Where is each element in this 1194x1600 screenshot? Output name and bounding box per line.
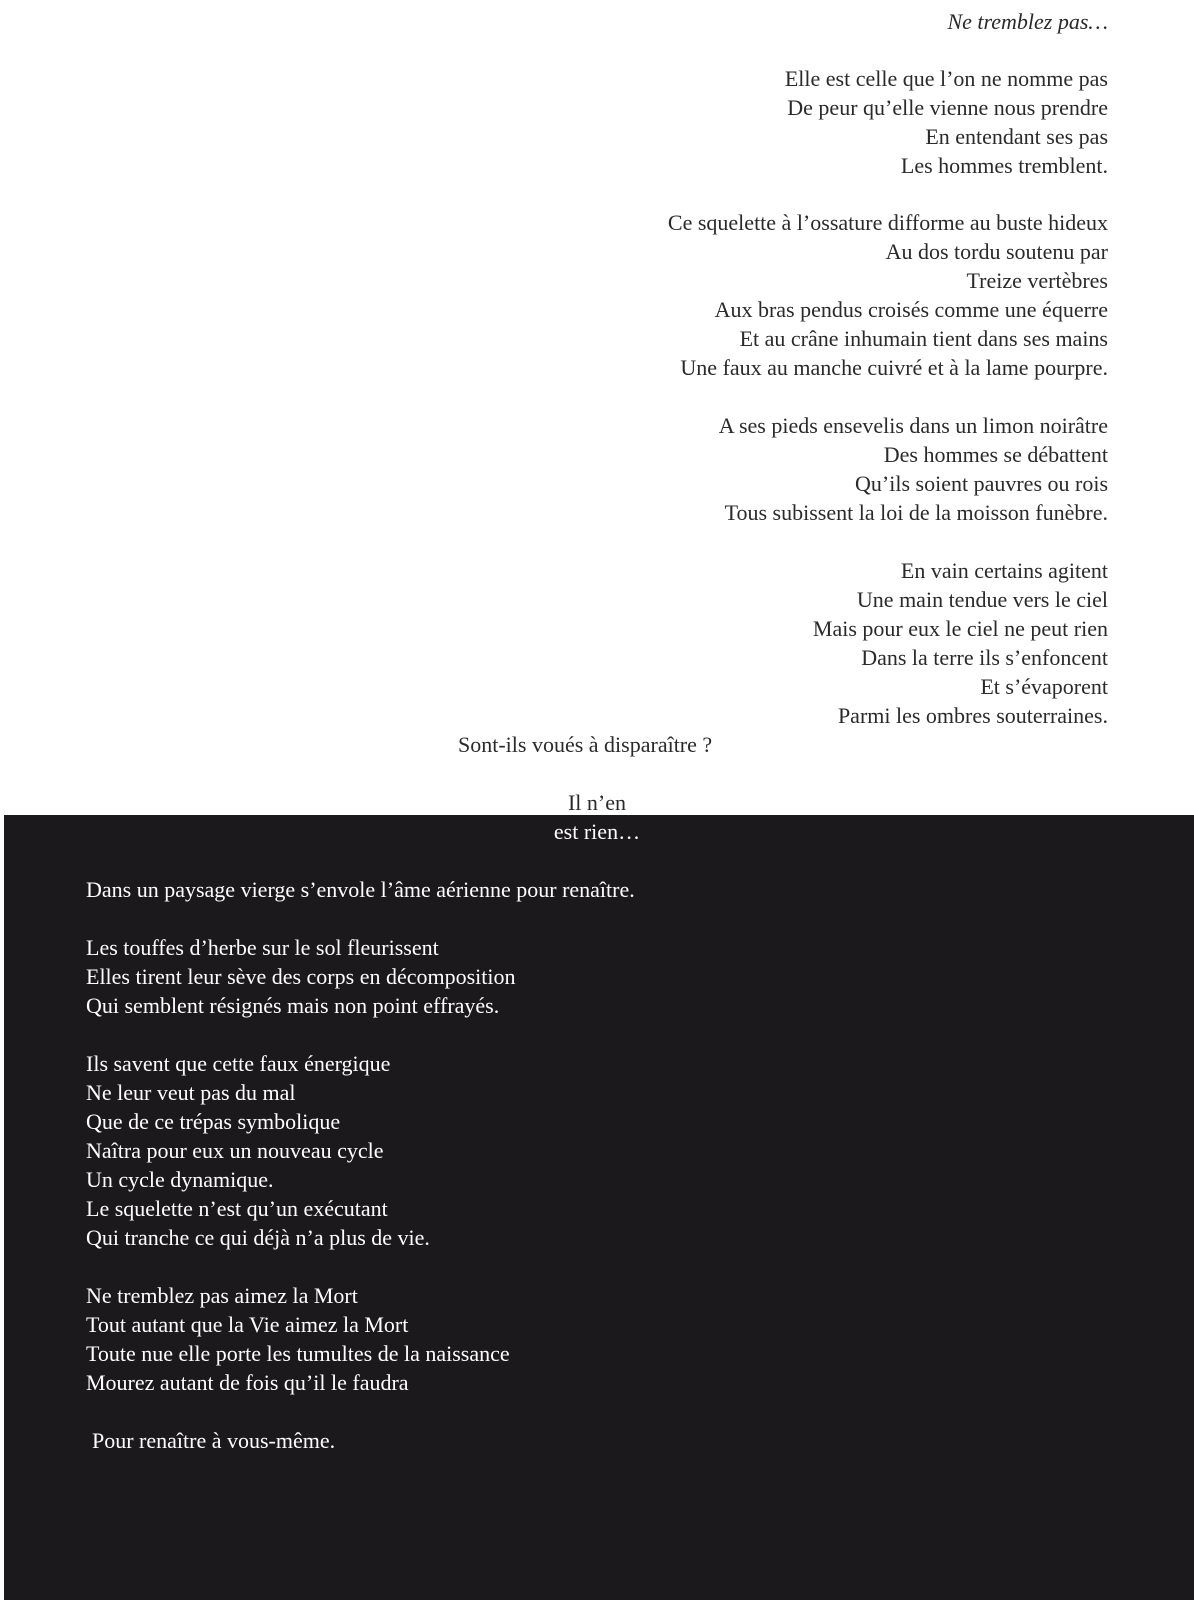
poem-closing-line: Pour renaître à vous-même. bbox=[92, 1428, 336, 1453]
poem-line: Au dos tordu soutenu par bbox=[885, 239, 1108, 264]
poem-line: Le squelette n’est qu’un exécutant bbox=[86, 1196, 388, 1221]
poem-line: Tous subissent la loi de la moisson funèbre. bbox=[724, 500, 1108, 525]
poem-question: Sont-ils voués à disparaître ? bbox=[458, 732, 713, 757]
poem-line: Une main tendue vers le ciel bbox=[856, 587, 1108, 612]
poem-line: Treize vertèbres bbox=[966, 268, 1108, 293]
poem-line: Une faux au manche cuivré et à la lame pourpre. bbox=[680, 355, 1108, 380]
poem-line: Ils savent que cette faux énergique bbox=[86, 1051, 391, 1076]
poem-line: Mourez autant de fois qu’il le faudra bbox=[86, 1370, 409, 1395]
poem-line: Naîtra pour eux un nouveau cycle bbox=[86, 1138, 384, 1163]
poem-line: En vain certains agitent bbox=[900, 558, 1108, 583]
poem-line: Et s’évaporent bbox=[980, 674, 1108, 699]
poem-line: Ce squelette à l’ossature difforme au buste hideux bbox=[667, 210, 1108, 235]
poem-line: Dans un paysage vierge s’envole l’âme aérienne pour renaître. bbox=[86, 877, 635, 902]
poem-line: Les hommes tremblent. bbox=[900, 153, 1108, 178]
poem-line: Ne leur veut pas du mal bbox=[86, 1080, 296, 1105]
poem-answer-line: Il n’en bbox=[567, 790, 627, 815]
poem-line: Elle est celle que l’on ne nomme pas bbox=[784, 66, 1108, 91]
poem-line: En entendant ses pas bbox=[925, 124, 1108, 149]
poem-line: Parmi les ombres souterraines. bbox=[837, 703, 1108, 728]
poem-line: Qui tranche ce qui déjà n’a plus de vie. bbox=[86, 1225, 430, 1250]
poem-line: A ses pieds ensevelis dans un limon noirâtre bbox=[718, 413, 1108, 438]
poem-line: Tout autant que la Vie aimez la Mort bbox=[86, 1312, 409, 1337]
poem-line: Ne tremblez pas aimez la Mort bbox=[86, 1283, 358, 1308]
poem-line: Les touffes d’herbe sur le sol fleurissent bbox=[86, 935, 439, 960]
poem-title: Ne tremblez pas… bbox=[947, 9, 1108, 34]
poem-line: Aux bras pendus croisés comme une équerre bbox=[714, 297, 1108, 322]
poem-answer-line: est rien… bbox=[553, 819, 641, 844]
poem-line: Mais pour eux le ciel ne peut rien bbox=[812, 616, 1108, 641]
poem-line: Toute nue elle porte les tumultes de la naissance bbox=[86, 1341, 510, 1366]
poem-line: Un cycle dynamique. bbox=[86, 1167, 274, 1192]
poem-line: Et au crâne inhumain tient dans ses mains bbox=[739, 326, 1108, 351]
poem-line: De peur qu’elle vienne nous prendre bbox=[787, 95, 1108, 120]
poem-line: Qu’ils soient pauvres ou rois bbox=[855, 471, 1108, 496]
poem-line: Qui semblent résignés mais non point effrayés. bbox=[86, 993, 500, 1018]
poem-line: Dans la terre ils s’enfoncent bbox=[861, 645, 1108, 670]
poem-line: Des hommes se débattent bbox=[883, 442, 1108, 467]
poem-line: Que de ce trépas symbolique bbox=[86, 1109, 341, 1134]
poem-line: Elles tirent leur sève des corps en décomposition bbox=[86, 964, 516, 989]
